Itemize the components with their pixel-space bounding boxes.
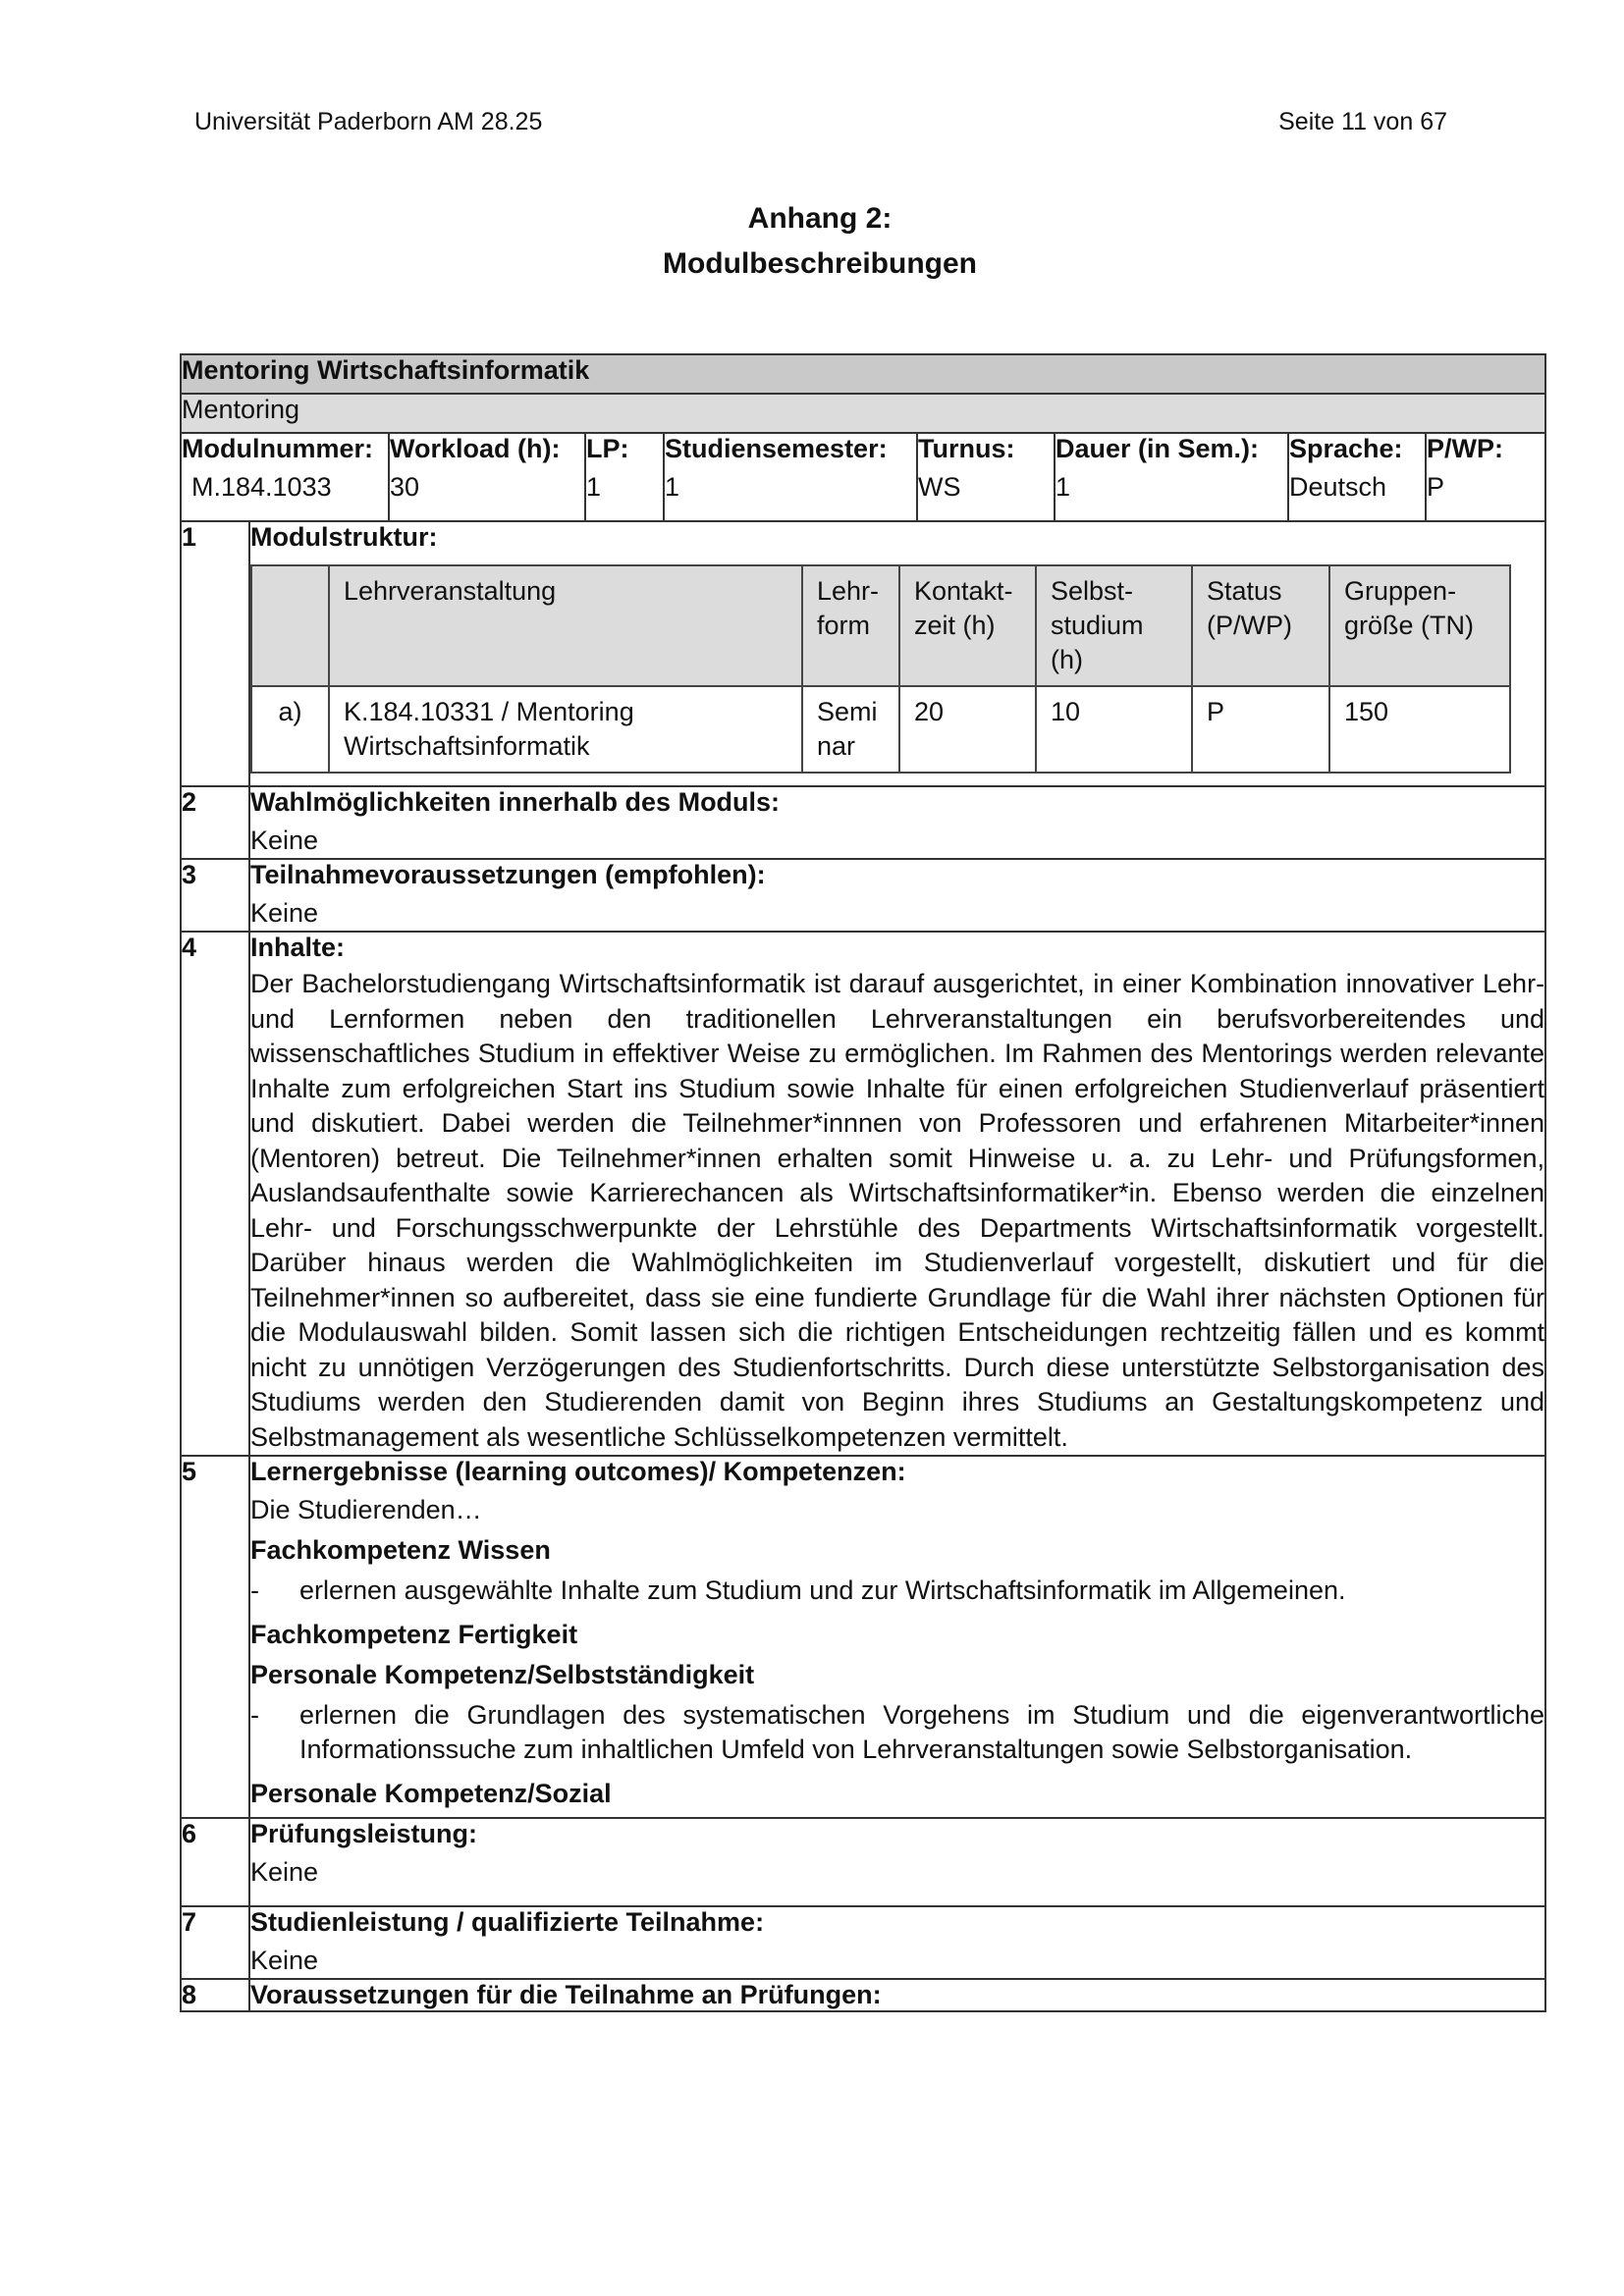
section-text: Keine	[250, 1946, 319, 1975]
meta-value: Deutsch	[1289, 472, 1387, 502]
section-title: Inhalte:	[250, 933, 346, 962]
section-3	[181, 859, 1545, 932]
section-number: 6	[181, 1818, 249, 1906]
section-title: Wahlmöglichkeiten innerhalb des Moduls:	[250, 787, 781, 817]
meta-value: P	[1427, 472, 1445, 502]
structure-header-cell: Kontakt- zeit (h)	[899, 565, 1036, 686]
section-number: 1	[181, 521, 249, 786]
structure-header-cell: Gruppen- größe (TN)	[1329, 565, 1510, 686]
meta-value: 30	[390, 472, 420, 502]
meta-value: 1	[665, 472, 680, 502]
module-name: Mentoring Wirtschaftsinformatik	[181, 354, 1545, 394]
meta-value: M.184.1033	[191, 472, 332, 502]
meta-label: P/WP:	[1427, 434, 1503, 463]
section-title: Modulstruktur:	[250, 522, 438, 552]
meta-value: 1	[586, 472, 602, 502]
structure-cell: 150	[1329, 686, 1510, 773]
list-item-text: erlernen die Grundlagen des systematischen Vorgehens im Studium und die eigenverantwortliche Informationssuche zum inhaltlichen Umfeld von Lehrveranstaltungen sowie Selbstorganisation.	[299, 1700, 1545, 1764]
module-table	[180, 353, 1546, 2012]
section-intro: Die Studierenden…	[250, 1495, 482, 1524]
meta-label: Sprache:	[1289, 434, 1403, 463]
structure-header-cell: Lehr- form	[802, 565, 899, 686]
subheading: Fachkompetenz Fertigkeit	[250, 1620, 578, 1649]
meta-label: Studiensemester:	[665, 434, 888, 463]
title-line-1: Anhang 2:	[747, 202, 893, 235]
list-item	[250, 1698, 1544, 1767]
structure-header-cell: Selbst- studium (h)	[1036, 565, 1192, 686]
section-body	[249, 521, 1545, 786]
meta-pwp	[1426, 433, 1545, 521]
meta-label: Dauer (in Sem.):	[1056, 434, 1260, 463]
section-title: Prüfungsleistung:	[250, 1819, 477, 1848]
meta-modulnummer	[181, 433, 389, 521]
structure-cell: Semi nar	[802, 686, 899, 773]
section-text: Der Bachelorstudiengang Wirtschaftsinformatik ist darauf ausgerichtet, in einer Kombination innovativer Lehr- und Lernformen neben den traditionellen Lehrveranstaltungen ein berufsvorbereitendes und wissenschaftliches Studium in effektiver Weise zu ermöglichen. Im Rahmen des Mentorings werden relevante Inhalte zum erfolgreichen Start ins Studium sowie Inhalte für einen erfolgreichen Studienverlauf präsentiert und diskutiert. Dabei werden die Teilnehmer*innnen von Professoren und erfahrenen Mitarbeiter*innen (Mentoren) betreut. Die Teilnehmer*innen erhalten somit Hinweise u. a. zu Lehr- und Prüfungsformen, Auslandsaufenthalte sowie Karrierechancen als Wirtschaftsinformatiker*in. Ebenso werden die einzelnen Lehr- und Forschungsschwerpunkte der Lehrstühle des Departments Wirtschaftsinformatik vorgestellt. Darüber hinaus werden die Wahlmöglichkeiten im Studienverlauf vorgestellt, diskutiert und für die Teilnehmer*innen so aufbereitet, dass sie eine fundierte Grundlage für die Wahl ihrer nächsten Optionen für die Modulauswahl bilden. Somit lassen sich die richtigen Entscheidungen rechtzeitig fällen und es kommt nicht zu unnötigen Verzögerungen des Studienfortschritts. Durch diese unterstützte Selbstorganisation des Studiums werden den Studierenden damit von Beginn ihres Studiums an Gestaltungskompetenz und Selbstmanagement als wesentliche Schlüsselkompetenzen vermittelt.	[250, 969, 1545, 1452]
section-body	[249, 859, 1545, 932]
section-number: 5	[181, 1456, 249, 1818]
section-number: 2	[181, 786, 249, 859]
structure-cell: 20	[899, 686, 1036, 773]
section-number: 7	[181, 1906, 249, 1979]
meta-label: LP:	[586, 434, 629, 463]
section-body	[249, 1456, 1545, 1818]
section-body	[249, 1818, 1545, 1906]
section-title: Studienleistung / qualifizierte Teilnahme:	[250, 1907, 765, 1937]
section-body	[249, 1906, 1545, 1979]
section-body	[249, 1979, 1545, 2011]
section-7	[181, 1906, 1545, 1979]
list-item	[250, 1574, 1544, 1608]
structure-header-cell: Lehrveranstaltung	[329, 565, 802, 686]
structure-header-row	[251, 565, 1510, 686]
section-title: Teilnahmevoraussetzungen (empfohlen):	[250, 860, 766, 889]
structure-row	[251, 686, 1510, 773]
subheading: Fachkompetenz Wissen	[250, 1535, 551, 1565]
structure-cell: P	[1192, 686, 1329, 773]
meta-studiensemester	[664, 433, 917, 521]
meta-label: Workload (h):	[390, 434, 561, 463]
meta-sprache	[1288, 433, 1426, 521]
meta-lp	[585, 433, 664, 521]
section-body	[249, 786, 1545, 859]
section-number: 8	[181, 1979, 249, 2011]
structure-cell: K.184.10331 / Mentoring Wirtschaftsinformatik	[329, 686, 802, 773]
header-left: Universität Paderborn AM 28.25	[194, 108, 543, 135]
section-text: Keine	[250, 1857, 319, 1887]
meta-value: WS	[918, 472, 961, 502]
meta-label: Modulnummer:	[182, 434, 373, 463]
subheading: Personale Kompetenz/Sozial	[250, 1779, 612, 1808]
section-4	[181, 932, 1545, 1456]
dash-marker: -	[250, 1575, 259, 1605]
dash-marker: -	[250, 1700, 259, 1730]
section-2	[181, 786, 1545, 859]
structure-header-cell: Status (P/WP)	[1192, 565, 1329, 686]
section-5	[181, 1456, 1545, 1818]
title-line-2: Modulbeschreibungen	[662, 247, 977, 280]
meta-turnus	[917, 433, 1055, 521]
section-6	[181, 1818, 1545, 1906]
section-title: Voraussetzungen für die Teilnahme an Prüfungen:	[250, 1980, 882, 2009]
subheading: Personale Kompetenz/Selbstständigkeit	[250, 1660, 755, 1689]
section-8	[181, 1979, 1545, 2011]
meta-value: 1	[1056, 472, 1071, 502]
module-meta-row	[181, 433, 1545, 521]
bullet-list	[250, 1574, 1544, 1608]
page-title	[0, 196, 1624, 287]
section-body	[249, 932, 1545, 1456]
section-number: 3	[181, 859, 249, 932]
section-1	[181, 521, 1545, 786]
module-subtitle: Mentoring	[181, 394, 1545, 433]
meta-label: Turnus:	[918, 434, 1015, 463]
section-number: 4	[181, 932, 249, 1456]
bullet-list	[250, 1698, 1544, 1767]
meta-dauer	[1055, 433, 1288, 521]
header-page-number: Seite 11 von 67	[1278, 108, 1447, 135]
list-item-text: erlernen ausgewählte Inhalte zum Studium und zur Wirtschaftsinformatik im Allgemeinen.	[299, 1575, 1346, 1605]
section-text: Keine	[250, 826, 319, 855]
section-text: Keine	[250, 898, 319, 928]
structure-table	[250, 564, 1511, 774]
structure-header-cell	[251, 565, 329, 686]
section-title: Lernergebnisse (learning outcomes)/ Kompetenzen:	[250, 1457, 906, 1486]
meta-workload	[389, 433, 585, 521]
structure-cell: a)	[251, 686, 329, 773]
structure-cell: 10	[1036, 686, 1192, 773]
